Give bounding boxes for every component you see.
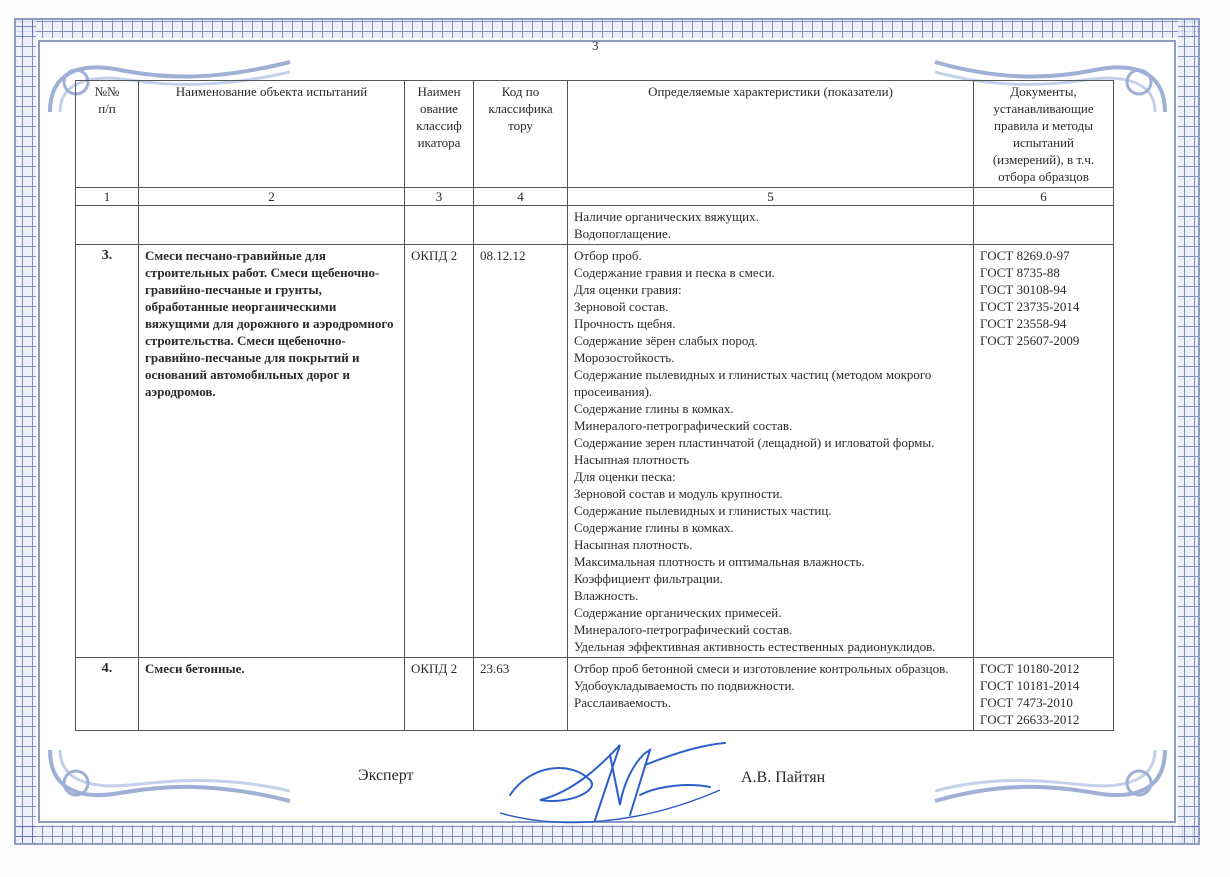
characteristic-item: Насыпная плотность. — [574, 537, 693, 552]
row-number: 4. — [76, 658, 139, 731]
row-classifier: ОКПД 2 — [405, 245, 474, 658]
row-object — [139, 206, 405, 245]
document-item: ГОСТ 30108-94 — [980, 282, 1067, 297]
row-number: 3. — [76, 245, 139, 658]
header-documents-line: (измерений), в т.ч. — [992, 152, 1095, 167]
header-classifier — [405, 81, 474, 188]
document-item: ГОСТ 8735-88 — [980, 265, 1060, 280]
characteristic-item: Максимальная плотность и оптимальная влажность. — [574, 554, 865, 569]
characteristic-item: Удельная эффективная активность естественных радионуклидов. — [574, 639, 936, 654]
table-row — [76, 206, 1114, 245]
characteristic-item: Прочность щебня. — [574, 316, 676, 331]
column-number: 6 — [974, 188, 1114, 206]
header-documents-line: отбора образцов — [998, 169, 1089, 184]
document-item: ГОСТ 25607-2009 — [980, 333, 1080, 348]
header-number — [76, 81, 139, 188]
characteristic-item: Зерновой состав. — [574, 299, 669, 314]
column-number: 5 — [568, 188, 974, 206]
header-code — [474, 81, 568, 188]
document-item: ГОСТ 23735-2014 — [980, 299, 1080, 314]
header-number-line: п/п — [98, 101, 116, 116]
document-item: ГОСТ 10181-2014 — [980, 678, 1080, 693]
expert-label: Эксперт — [358, 767, 414, 784]
table-header-row — [76, 81, 1114, 188]
document-item: ГОСТ 7473-2010 — [980, 695, 1073, 710]
column-number: 3 — [405, 188, 474, 206]
characteristic-item: Насыпная плотность — [574, 452, 690, 467]
characteristic-item: Содержание зерен пластинчатой (лещадной) и игловатой формы. — [574, 435, 935, 450]
document-item: ГОСТ 23558-94 — [980, 316, 1067, 331]
characteristic-item: Для оценки гравия: — [574, 282, 682, 297]
header-classifier-line: классиф — [416, 118, 462, 133]
row-characteristics — [568, 658, 974, 731]
row-documents — [974, 245, 1114, 658]
accreditation-scope-table — [75, 80, 1114, 731]
document-item: ГОСТ 26633-2012 — [980, 712, 1080, 727]
row-object: Смеси бетонные. — [139, 658, 405, 731]
header-classifier-line: ование — [420, 101, 458, 116]
corner-ornament-bottom-right — [930, 745, 1175, 823]
row-object: Смеси песчано-гравийные для строительных работ. Смеси щебеночно-гравийно-песчаные и грунты, обработанные неорганическими вяжущими для дорожного и аэродромного строительства. Смеси щебеночно-гравийно-песчаные для покрытий и оснований автомобильных дорог и аэродромов. — [139, 245, 405, 658]
characteristic-item: Зерновой состав и модуль крупности. — [574, 486, 783, 501]
header-code-line: тору — [508, 118, 533, 133]
characteristic-item: Содержание глины в комках. — [574, 520, 734, 535]
handwritten-signature — [500, 735, 730, 835]
characteristic-item: Для оценки песка: — [574, 469, 676, 484]
characteristic-item: Расслаиваемость. — [574, 695, 671, 710]
header-documents-line: правила и методы — [993, 118, 1094, 133]
characteristic-item: Содержание гравия и песка в смеси. — [574, 265, 775, 280]
characteristic-item: Содержание пылевидных и глинистых частиц. — [574, 503, 832, 518]
characteristic-item: Отбор проб. — [574, 248, 642, 263]
header-number-line: №№ — [94, 84, 120, 99]
header-documents-line: устанавливающие — [993, 101, 1094, 116]
document-item: ГОСТ 10180-2012 — [980, 661, 1080, 676]
characteristic-item: Отбор проб бетонной смеси и изготовление контрольных образцов. — [574, 661, 949, 676]
row-classifier — [405, 206, 474, 245]
header-characteristics: Определяемые характеристики (показатели) — [568, 81, 974, 188]
header-code-line: Код по — [501, 84, 540, 99]
table-body — [76, 206, 1114, 731]
row-characteristics — [568, 206, 974, 245]
header-object: Наименование объекта испытаний — [139, 81, 405, 188]
row-documents — [974, 658, 1114, 731]
table-row — [76, 658, 1114, 731]
row-documents — [974, 206, 1114, 245]
header-documents — [974, 81, 1114, 188]
table-row — [76, 245, 1114, 658]
header-classifier-line: икатора — [417, 135, 461, 150]
row-classifier: ОКПД 2 — [405, 658, 474, 731]
characteristic-item: Минералого-петрографический состав. — [574, 418, 793, 433]
column-number: 4 — [474, 188, 568, 206]
header-code-line: классифика — [488, 101, 553, 116]
characteristic-item: Содержание пылевидных и глинистых частиц (методом мокрого просеивания). — [574, 367, 932, 399]
characteristic-item: Коэффициент фильтрации. — [574, 571, 724, 586]
row-code: 08.12.12 — [474, 245, 568, 658]
characteristic-item: Наличие органических вяжущих. — [574, 209, 759, 224]
column-numbers-row — [76, 188, 1114, 206]
row-code — [474, 206, 568, 245]
column-number: 2 — [139, 188, 405, 206]
expert-name: А.В. Пайтян — [741, 769, 826, 786]
characteristic-item: Содержание зёрен слабых пород. — [574, 333, 758, 348]
column-number: 1 — [76, 188, 139, 206]
page-number: 3 — [592, 38, 599, 53]
header-documents-line: Документы, — [1010, 84, 1077, 99]
characteristic-item: Морозостойкость. — [574, 350, 675, 365]
header-classifier-line: Наимен — [417, 84, 461, 99]
corner-ornament-bottom-left — [40, 745, 300, 823]
row-code: 23.63 — [474, 658, 568, 731]
characteristic-item: Содержание органических примесей. — [574, 605, 782, 620]
row-number — [76, 206, 139, 245]
document-item: ГОСТ 8269.0-97 — [980, 248, 1070, 263]
characteristic-item: Водопоглащение. — [574, 226, 672, 241]
header-documents-line: испытаний — [1013, 135, 1074, 150]
characteristic-item: Влажность. — [574, 588, 639, 603]
characteristic-item: Удобоукладываемость по подвижности. — [574, 678, 795, 693]
characteristic-item: Минералого-петрографический состав. — [574, 622, 793, 637]
row-characteristics — [568, 245, 974, 658]
characteristic-item: Содержание глины в комках. — [574, 401, 734, 416]
